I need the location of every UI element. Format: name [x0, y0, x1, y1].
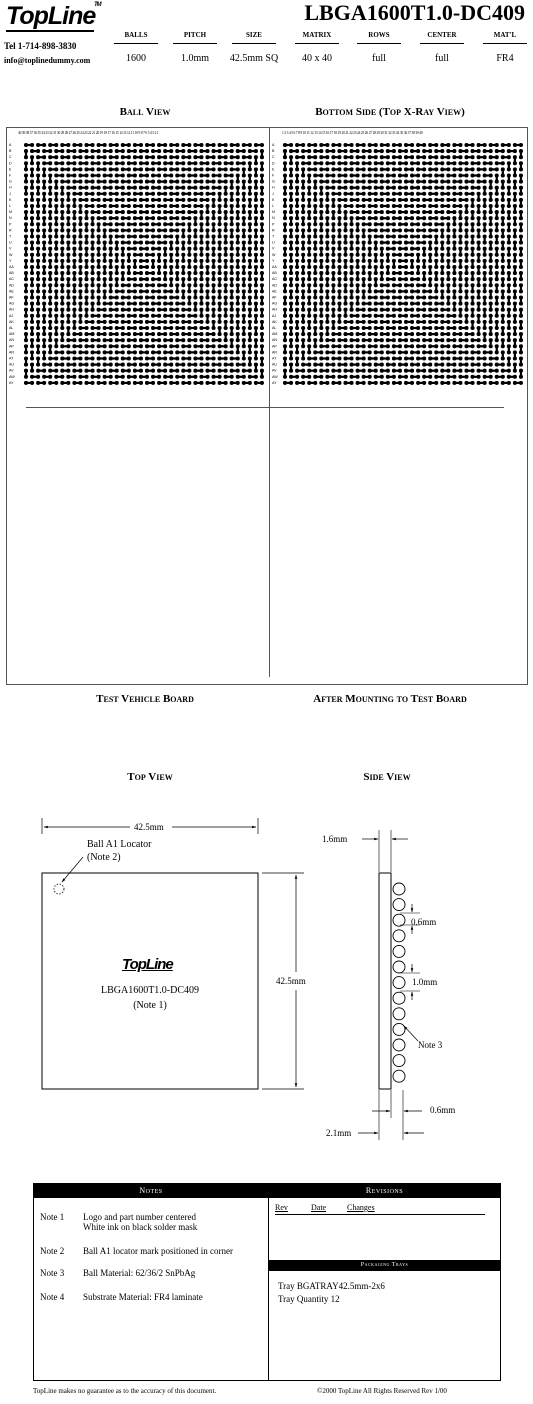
company-logo: TopLine: [6, 2, 96, 30]
row-label: E: [272, 167, 275, 172]
row-label: AE: [272, 289, 277, 294]
row-label: AB: [272, 271, 277, 276]
row-label: AH: [272, 307, 277, 312]
row-label: AV: [9, 368, 14, 373]
spec-underline: [420, 43, 464, 44]
row-label: AD: [272, 283, 277, 288]
note-label: Note 2: [40, 1246, 65, 1256]
logo-underline: [6, 30, 94, 32]
row-label: V: [9, 246, 12, 251]
row-label: G: [272, 179, 275, 184]
side-view-ball: [393, 1008, 405, 1020]
row-label: Y: [9, 258, 12, 263]
spec-underline: [357, 43, 401, 44]
revisions-rule: [275, 1214, 485, 1215]
note-text: Logo and part number centered: [83, 1212, 196, 1222]
row-label: U: [272, 240, 275, 245]
row-label: W: [272, 252, 276, 257]
row-label: M: [272, 210, 275, 215]
side-view-ball: [393, 1023, 405, 1035]
ball-view-title: Ball View: [119, 106, 171, 118]
row-label: AF: [272, 295, 277, 300]
row-label: D: [272, 161, 275, 166]
row-label: B: [272, 149, 275, 154]
changes-column-header: Changes: [347, 1203, 375, 1212]
row-label: R: [9, 228, 12, 233]
note-item: [40, 1212, 197, 1232]
row-label: AT: [9, 356, 14, 361]
spec-label-6: MAT'L: [493, 31, 517, 39]
notes-list: [34, 1198, 268, 1302]
note-label: Note 3: [40, 1268, 65, 1278]
side-view-ball: [393, 899, 405, 911]
row-label: AN: [272, 338, 277, 343]
row-label: AW: [9, 374, 15, 379]
frame-horizontal-rule: [26, 407, 504, 408]
side-view-ball: [393, 992, 405, 1004]
row-label: T: [9, 234, 12, 239]
copyright: ©2000 TopLine All Rights Reserved Rev 1/00: [317, 1387, 447, 1395]
test-vehicle-title: Test Vehicle Board: [96, 693, 194, 705]
row-label: W: [9, 252, 13, 257]
row-label: H: [272, 185, 275, 190]
spec-label-1: PITCH: [183, 31, 207, 39]
disclaimer: TopLine makes no guarantee as to the accuracy of this document.: [33, 1387, 217, 1395]
row-label: AU: [272, 362, 277, 367]
tray-type: Tray BGATRAY42.5mm-2x6: [278, 1281, 385, 1291]
row-label: AM: [272, 332, 278, 337]
packaging-header: Packaging Trays: [269, 1260, 500, 1271]
spec-value-5: full: [435, 53, 449, 64]
row-label: AA: [272, 265, 277, 269]
row-label: AG: [272, 301, 278, 306]
row-label: R: [272, 228, 275, 233]
side-view-ball: [393, 883, 405, 895]
ball-grid-right: [270, 138, 528, 388]
spec-label-2: SIZE: [246, 31, 262, 39]
rev-column-header: Rev: [275, 1203, 288, 1212]
row-label: AT: [272, 356, 277, 361]
note3-label: Note 3: [418, 1040, 443, 1050]
col-labels-left: 40 39 38 37 36 35 34 33 32 31 30 29 28 27 26 25 24 23 22 21 20 19 18 17 16 15 14 13 12 11 10 9 8 7 6 5 4 3 2 1: [18, 131, 159, 135]
note-item: [40, 1292, 203, 1302]
part-number-title: LBGA1600T1.0-DC409: [304, 0, 525, 25]
note-label: Note 1: [40, 1212, 65, 1222]
row-label: AF: [9, 295, 14, 300]
spec-label-4: ROWS: [368, 31, 390, 39]
row-label: AR: [272, 350, 277, 355]
notes-header: Notes: [34, 1184, 268, 1198]
spec-underline: [232, 43, 276, 44]
chip-logo: TopLine: [122, 956, 173, 973]
row-label: M: [9, 210, 12, 215]
row-label: AR: [9, 350, 14, 355]
note-text-continued: White ink on black solder mask: [83, 1222, 198, 1232]
side-view-ball: [393, 977, 405, 989]
spec-value-6: FR4: [496, 53, 514, 64]
row-label: N: [272, 216, 275, 221]
email-address: info@topline​dummy.com: [4, 56, 91, 65]
a1-locator-label: Ball A1 Locator: [87, 839, 152, 850]
bottom-side-title: Bottom Side (Top X-Ray View): [315, 106, 465, 118]
row-label: Y: [272, 258, 275, 263]
row-label: AP: [9, 344, 14, 349]
thickness-dim-label: 1.6mm: [322, 834, 348, 844]
logo-trademark: TM: [94, 2, 101, 8]
revisions-header: Revisions: [269, 1184, 500, 1198]
ball-grid-left: [8, 138, 270, 388]
pitch-dim-label: 1.0mm: [412, 977, 438, 987]
side-view-ball: [393, 930, 405, 942]
row-label: AG: [9, 301, 15, 306]
note-text: Ball Material: 62/36/2 SnPbAg: [83, 1268, 196, 1278]
side-view-ball: [393, 914, 405, 926]
spec-underline: [114, 43, 158, 44]
phone-number: Tel 1-714-898-3830: [4, 41, 77, 51]
col-labels-right: 1 2 3 4 5 6 7 8 9 10 11 12 13 14 15 16 17 18 19 20 21 22 23 24 25 26 27 28 29 30 31 32 33 34 35 36 37 38 39 40: [282, 131, 423, 135]
row-label: AD: [9, 283, 14, 288]
row-label: AC: [272, 277, 277, 282]
note-text: Ball A1 locator mark positioned in corner: [83, 1246, 233, 1256]
row-label: K: [272, 197, 275, 202]
row-label: L: [272, 204, 274, 208]
side-view-ball: [393, 945, 405, 957]
row-label: AH: [9, 307, 14, 312]
row-label: AK: [9, 319, 14, 324]
row-label: AB: [9, 271, 14, 276]
row-label: P: [9, 222, 12, 227]
side-view-ball: [393, 1055, 405, 1067]
spec-label-3: MATRIX: [302, 31, 332, 39]
date-column-header: Date: [311, 1203, 327, 1212]
height-dimension-label: 42.5mm: [276, 976, 306, 986]
row-label: AK: [272, 319, 277, 324]
note-text: Substrate Material: FR4 laminate: [83, 1292, 203, 1302]
spec-value-2: 42.5mm SQ: [229, 53, 279, 64]
row-label: N: [9, 216, 12, 221]
spec-value-1: 1.0mm: [180, 53, 210, 64]
row-label: AE: [9, 289, 14, 294]
row-label: A: [9, 143, 12, 147]
side-view-substrate: [379, 873, 391, 1089]
row-label: F: [9, 173, 12, 178]
spec-label-0: BALLS: [124, 31, 148, 39]
ball-a1-locator-mark: [54, 884, 64, 894]
row-label: G: [9, 179, 12, 184]
row-label: V: [272, 246, 275, 251]
row-label: C: [272, 155, 275, 160]
spec-label-5: CENTER: [427, 31, 457, 39]
spec-underline: [173, 43, 217, 44]
row-label: D: [9, 161, 12, 166]
overall-height-dim-label: 2.1mm: [326, 1128, 352, 1138]
side-view-ball: [393, 1039, 405, 1051]
top-view-package-outline: [42, 873, 258, 1089]
row-label: AC: [9, 277, 14, 282]
row-label: K: [9, 197, 12, 202]
tray-quantity: Tray Quantity 12: [278, 1294, 340, 1304]
row-label: P: [272, 222, 275, 227]
spec-underline: [483, 43, 527, 44]
row-label: AA: [9, 265, 14, 269]
row-label: B: [9, 149, 12, 154]
spec-underline: [295, 43, 339, 44]
row-label: C: [9, 155, 12, 160]
row-label: AW: [272, 374, 278, 379]
row-label: U: [9, 240, 12, 245]
row-label: E: [9, 167, 12, 172]
note-item: [40, 1246, 233, 1256]
chip-part-number: LBGA1600T1.0-DC409: [100, 985, 200, 996]
note-label: Note 4: [40, 1292, 65, 1302]
ball-standoff-dim-label: 0.6mm: [430, 1105, 456, 1115]
top-view-title: Top View: [127, 771, 173, 783]
row-label: AY: [9, 380, 14, 385]
row-label: A: [272, 143, 275, 147]
a1-locator-note: (Note 2): [87, 852, 121, 863]
width-dimension-label: 42.5mm: [134, 822, 164, 832]
row-label: AY: [272, 380, 277, 385]
package-drawing: [0, 800, 533, 1150]
spec-value-4: full: [372, 53, 386, 64]
revisions-panel: [268, 1183, 501, 1381]
row-label: J: [9, 191, 11, 196]
side-view-ball: [393, 961, 405, 973]
after-mounting-title: After Mounting to Test Board: [313, 693, 467, 705]
row-label: AN: [9, 338, 14, 343]
row-label: AL: [272, 326, 277, 330]
spec-value-3: 40 x 40: [302, 53, 332, 64]
spec-value-0: 1600: [126, 53, 146, 64]
note-item: [40, 1268, 195, 1278]
row-label: T: [272, 234, 275, 239]
row-label: L: [9, 204, 11, 208]
row-label: AJ: [272, 313, 277, 318]
side-view-title: Side View: [363, 771, 411, 783]
row-label: AV: [272, 368, 277, 373]
notes-panel: [33, 1183, 269, 1381]
row-label: AJ: [9, 313, 14, 318]
row-label: H: [9, 185, 12, 190]
row-label: F: [272, 173, 275, 178]
row-label: AM: [9, 332, 15, 337]
row-label: AU: [9, 362, 14, 367]
row-label: J: [272, 191, 274, 196]
chip-note: (Note 1): [133, 1000, 167, 1011]
ball-height-dim-label: 0.6mm: [411, 917, 437, 927]
row-label: AL: [9, 326, 14, 330]
side-view-ball: [393, 1070, 405, 1082]
row-label: AP: [272, 344, 277, 349]
